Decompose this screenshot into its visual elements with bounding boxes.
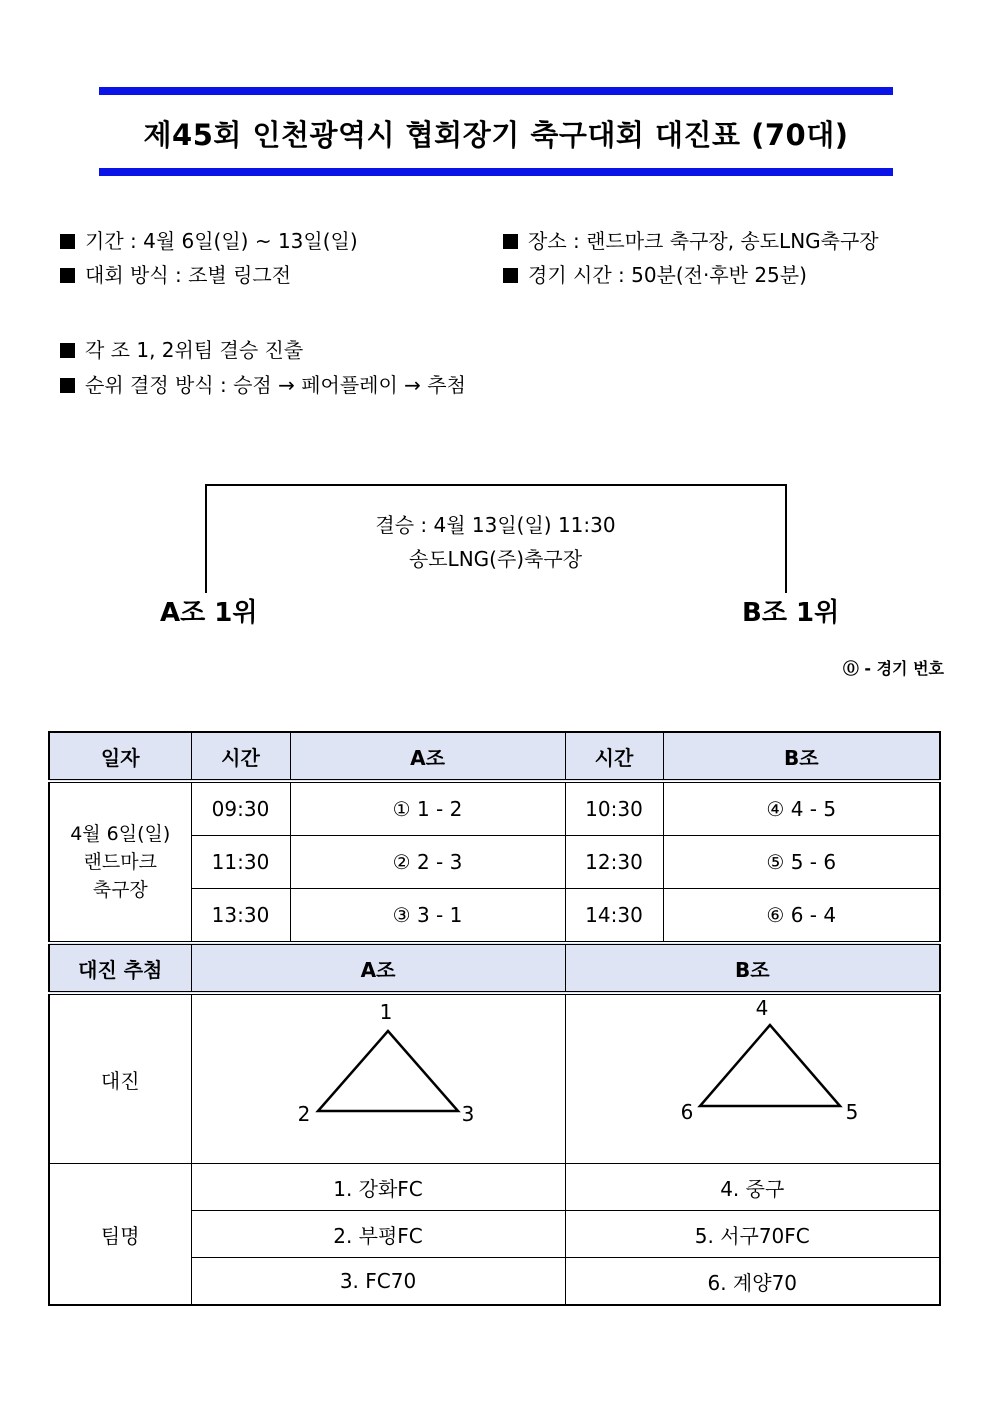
bullet-square-icon (503, 268, 518, 283)
time-b-cell: 14:30 (565, 889, 663, 944)
table-row (49, 781, 940, 836)
time-b-cell: 10:30 (565, 781, 663, 836)
bullet-square-icon (60, 234, 75, 249)
group-a-triangle-cell (191, 993, 565, 1164)
bullet-square-icon (503, 234, 518, 249)
info-format (60, 259, 291, 288)
bracket-row (49, 993, 940, 1164)
venue-text-2: 축구장 (92, 879, 148, 901)
match-number-legend: ⓪ - 경기 번호 (842, 659, 944, 678)
match-a-cell: ① 1 - 2 (290, 781, 565, 836)
match-a-cell: ② 2 - 3 (290, 836, 565, 889)
final-left-seed: A조 1위 (160, 598, 258, 628)
teams-label: 팀명 (49, 1164, 191, 1306)
group-a-triangle-diagram (192, 995, 566, 1163)
info-ranking (60, 369, 466, 398)
group-b-triangle-diagram (566, 995, 941, 1163)
time-a-cell: 11:30 (191, 836, 290, 889)
team-a-2: 2. 부평FC (191, 1211, 565, 1258)
triangle-b-top: 4 (755, 996, 768, 1020)
header-date: 일자 (49, 732, 191, 781)
time-b-cell: 12:30 (565, 836, 663, 889)
venue-text-1: 랜드마크 (83, 851, 157, 873)
final-right-seed: B조 1위 (742, 598, 840, 628)
final-bracket-line (205, 484, 787, 593)
draw-group-b: B조 (565, 943, 940, 993)
info-duration (503, 259, 807, 288)
final-schedule: 결승 : 4월 13일(일) 11:30 (375, 513, 616, 537)
team-row (49, 1164, 940, 1211)
bullet-square-icon (60, 268, 75, 283)
info-period (60, 225, 358, 254)
info-advance-text: 각 조 1, 2위팀 결승 진출 (85, 338, 304, 362)
final-venue: 송도LNG(주)축구장 (408, 547, 583, 571)
triangle-b-right: 5 (845, 1100, 858, 1124)
info-advance (60, 334, 303, 363)
title-top-bar (99, 87, 893, 95)
info-format-text: 대회 방식 : 조별 링그전 (85, 263, 292, 287)
info-venue-text: 장소 : 랜드마크 축구장, 송도LNG축구장 (528, 229, 879, 253)
schedule-table (48, 731, 941, 1306)
match-b-cell: ⑥ 6 - 4 (663, 889, 940, 944)
title-bottom-bar (99, 168, 893, 176)
triangle-a-right: 3 (461, 1102, 474, 1126)
team-a-3: 3. FC70 (191, 1258, 565, 1306)
page-title: 제45회 인천광역시 협회장기 축구대회 대진표 (70대) (143, 118, 849, 152)
header-time-a: 시간 (191, 732, 290, 781)
info-ranking-text: 순위 결정 방식 : 승점 → 페어플레이 → 추첨 (85, 373, 466, 397)
info-period-text: 기간 : 4월 6일(일) ~ 13일(일) (85, 229, 358, 253)
team-b-2: 5. 서구70FC (565, 1211, 940, 1258)
bullet-square-icon (60, 343, 75, 358)
triangle-a-shape (318, 1031, 458, 1111)
match-a-cell: ③ 3 - 1 (290, 889, 565, 944)
team-a-1: 1. 강화FC (191, 1164, 565, 1211)
draw-label: 대진 추첨 (49, 943, 191, 993)
match-b-cell: ⑤ 5 - 6 (663, 836, 940, 889)
table-header-row (49, 732, 940, 781)
time-a-cell: 09:30 (191, 781, 290, 836)
match-b-cell: ④ 4 - 5 (663, 781, 940, 836)
team-b-3: 6. 계양70 (565, 1258, 940, 1306)
draw-group-a: A조 (191, 943, 565, 993)
header-time-b: 시간 (565, 732, 663, 781)
date-text: 4월 6일(일) (70, 823, 171, 845)
info-venue (503, 225, 879, 254)
group-b-triangle-cell (565, 993, 940, 1164)
bullet-square-icon (60, 378, 75, 393)
header-group-a: A조 (290, 732, 565, 781)
draw-header-row (49, 943, 940, 993)
date-venue-cell (49, 781, 191, 943)
time-a-cell: 13:30 (191, 889, 290, 944)
team-b-1: 4. 중구 (565, 1164, 940, 1211)
triangle-b-shape (700, 1025, 840, 1106)
header-group-b: B조 (663, 732, 940, 781)
triangle-b-left: 6 (680, 1100, 693, 1124)
info-duration-text: 경기 시간 : 50분(전·후반 25분) (528, 263, 807, 287)
triangle-a-left: 2 (297, 1102, 310, 1126)
triangle-a-top: 1 (379, 1000, 392, 1024)
bracket-label: 대진 (49, 993, 191, 1164)
